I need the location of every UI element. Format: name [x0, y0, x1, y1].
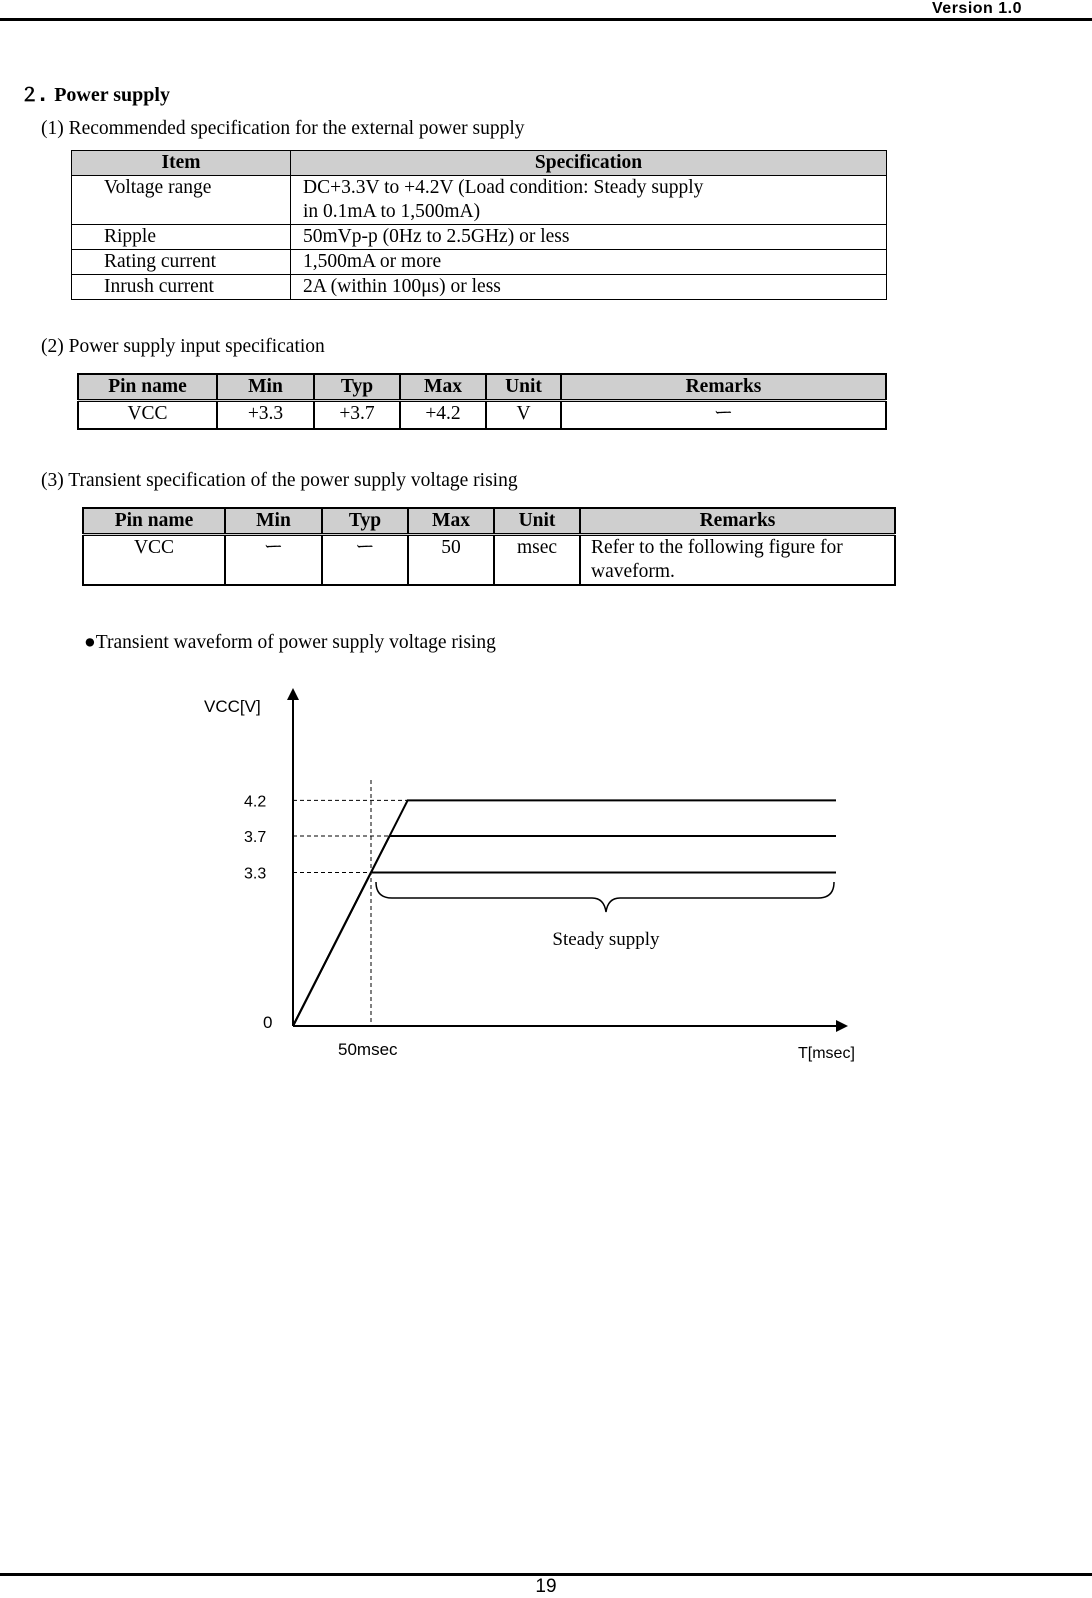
col-header-unit: Unit — [494, 508, 580, 535]
cell-typ: +3.7 — [314, 401, 400, 429]
cell-max: +4.2 — [400, 401, 486, 429]
cell-spec: 1,500mA or more — [291, 250, 887, 275]
cell-item: Rating current — [72, 250, 291, 275]
cell-unit: V — [486, 401, 561, 429]
page-number: 19 — [535, 1576, 557, 1597]
col-header-specification: Specification — [291, 151, 887, 176]
col-header-typ: Typ — [322, 508, 408, 535]
origin-label: 0 — [263, 1013, 273, 1032]
version-label: Version 1.0 — [932, 0, 1022, 17]
cell-remarks: ー — [561, 401, 886, 429]
col-header-typ: Typ — [314, 374, 400, 401]
cell-spec-line1: DC+3.3V to +4.2V (Load condition: Steady supply — [303, 177, 704, 198]
col-header-max: Max — [400, 374, 486, 401]
col-header-remarks: Remarks — [580, 508, 895, 535]
annotation-steady-supply: Steady supply — [552, 929, 660, 950]
cell-pin-name: VCC — [78, 401, 217, 429]
y-tick-label: 4.2 — [244, 793, 267, 811]
sub1-title: (1) Recommended specification for the external power supply — [41, 118, 525, 139]
y-axis-arrow-icon — [287, 688, 299, 700]
y-tick-label: 3.7 — [244, 829, 267, 846]
col-header-unit: Unit — [486, 374, 561, 401]
cell-min: +3.3 — [217, 401, 314, 429]
cell-spec: 50mVp-p (0Hz to 2.5GHz) or less — [291, 225, 887, 250]
cell-item: Inrush current — [72, 275, 291, 300]
x-axis-arrow-icon — [836, 1020, 848, 1032]
col-header-max: Max — [408, 508, 494, 535]
sub3-title: (3) Transient specification of the power supply voltage rising — [41, 470, 518, 491]
col-header-pin-name: Pin name — [83, 508, 225, 535]
cell-min: ー — [225, 535, 322, 586]
col-header-min: Min — [217, 374, 314, 401]
cell-typ: ー — [322, 535, 408, 586]
cell-item: Ripple — [72, 225, 291, 250]
cell-pin-name: VCC — [83, 535, 225, 586]
cell-spec: 2A (within 100μs) or less — [291, 275, 887, 300]
section-number: ２. — [20, 84, 47, 106]
cell-max: 50 — [408, 535, 494, 586]
cell-remarks: Refer to the following figure for waveform. — [580, 535, 895, 586]
col-header-item: Item — [72, 151, 291, 176]
cell-spec-line2: in 0.1mA to 1,500mA) — [303, 201, 481, 222]
x-marker-label: 50msec — [338, 1040, 398, 1059]
x-axis-label: T[msec] — [798, 1045, 855, 1062]
waveform-caption: ●Transient waveform of power supply voltage rising — [84, 632, 496, 653]
cell-unit: msec — [494, 535, 580, 586]
series-line-4-2v — [293, 800, 836, 1026]
section-title: Power supply — [54, 84, 170, 106]
col-header-pin-name: Pin name — [78, 374, 217, 401]
y-axis-label: VCC[V] — [204, 697, 261, 716]
y-tick-label: 3.3 — [244, 865, 267, 883]
col-header-min: Min — [225, 508, 322, 535]
sub2-title: (2) Power supply input specification — [41, 336, 325, 357]
cell-item: Voltage range — [72, 176, 291, 225]
col-header-remarks: Remarks — [561, 374, 886, 401]
steady-supply-brace — [376, 882, 834, 912]
